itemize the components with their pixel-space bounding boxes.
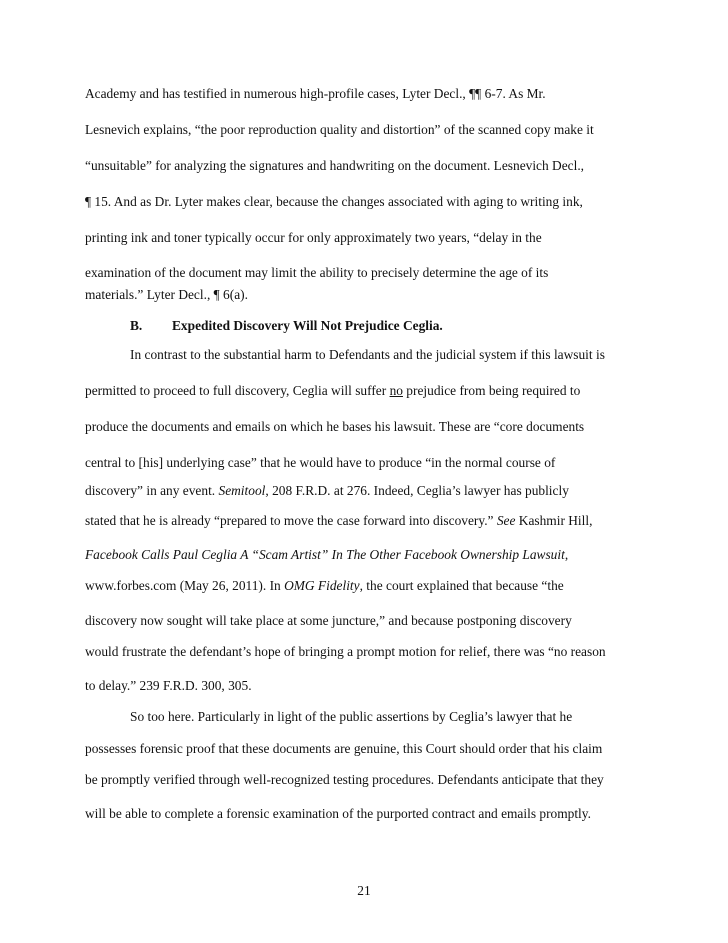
- body-line: printing ink and toner typically occur for only approximately two years, “delay in the: [85, 230, 542, 245]
- body-line: So too here. Particularly in light of the public assertions by Ceglia’s lawyer that he: [130, 709, 573, 724]
- case-citation: OMG Fidelity: [284, 578, 360, 593]
- body-line: discovery now sought will take place at some juncture,” and because postponing discovery: [85, 613, 572, 628]
- body-line: ¶ 15. And as Dr. Lyter makes clear, because the changes associated with aging to writing ink,: [85, 194, 583, 209]
- article-title: Facebook Calls Paul Ceglia A “Scam Artist” In The Other Facebook Ownership Lawsuit: [85, 547, 565, 562]
- body-line: stated that he is already “prepared to move the case forward into discovery.” See Kashmir Hill,: [85, 513, 593, 528]
- body-line: discovery” in any event. Semitool, 208 F.R.D. at 276. Indeed, Ceglia’s lawyer has publicly: [85, 483, 569, 498]
- body-line: Lesnevich explains, “the poor reproduction quality and distortion” of the scanned copy make it: [85, 122, 594, 137]
- body-line: would frustrate the defendant’s hope of bringing a prompt motion for relief, there was “no reason: [85, 644, 606, 659]
- section-heading: [130, 318, 443, 334]
- body-line: materials.” Lyter Decl., ¶ 6(a).: [85, 287, 248, 302]
- body-line: www.forbes.com (May 26, 2011). In OMG Fidelity, the court explained that because “the: [85, 578, 564, 593]
- body-line: “unsuitable” for analyzing the signatures and handwriting on the document. Lesnevich Decl.,: [85, 158, 585, 173]
- body-line: central to [his] underlying case” that he would have to produce “in the normal course of: [85, 455, 556, 470]
- underlined-word: no: [389, 383, 403, 398]
- page-number: 21: [357, 883, 371, 898]
- body-line: will be able to complete a forensic examination of the purported contract and emails promptly.: [85, 806, 591, 821]
- body-line: Facebook Calls Paul Ceglia A “Scam Artist” In The Other Facebook Ownership Lawsuit,: [85, 547, 569, 562]
- body-line: be promptly verified through well-recognized testing procedures. Defendants anticipate that they: [85, 772, 604, 787]
- signal-word: See: [496, 513, 516, 528]
- section-letter: B.: [130, 318, 143, 333]
- body-line: to delay.” 239 F.R.D. 300, 305.: [85, 678, 252, 693]
- body-line: In contrast to the substantial harm to Defendants and the judicial system if this lawsuit is: [130, 347, 605, 362]
- body-line: examination of the document may limit the ability to precisely determine the age of its: [85, 265, 549, 280]
- body-line: possesses forensic proof that these documents are genuine, this Court should order that his claim: [85, 741, 603, 756]
- body-line: Academy and has testified in numerous high-profile cases, Lyter Decl., ¶¶ 6-7. As Mr.: [85, 86, 546, 101]
- section-title: Expedited Discovery Will Not Prejudice Ceglia.: [172, 318, 443, 333]
- case-citation: Semitool: [218, 483, 266, 498]
- body-line: permitted to proceed to full discovery, Ceglia will suffer no prejudice from being required to: [85, 383, 581, 398]
- body-line: produce the documents and emails on which he bases his lawsuit. These are “core documents: [85, 419, 585, 434]
